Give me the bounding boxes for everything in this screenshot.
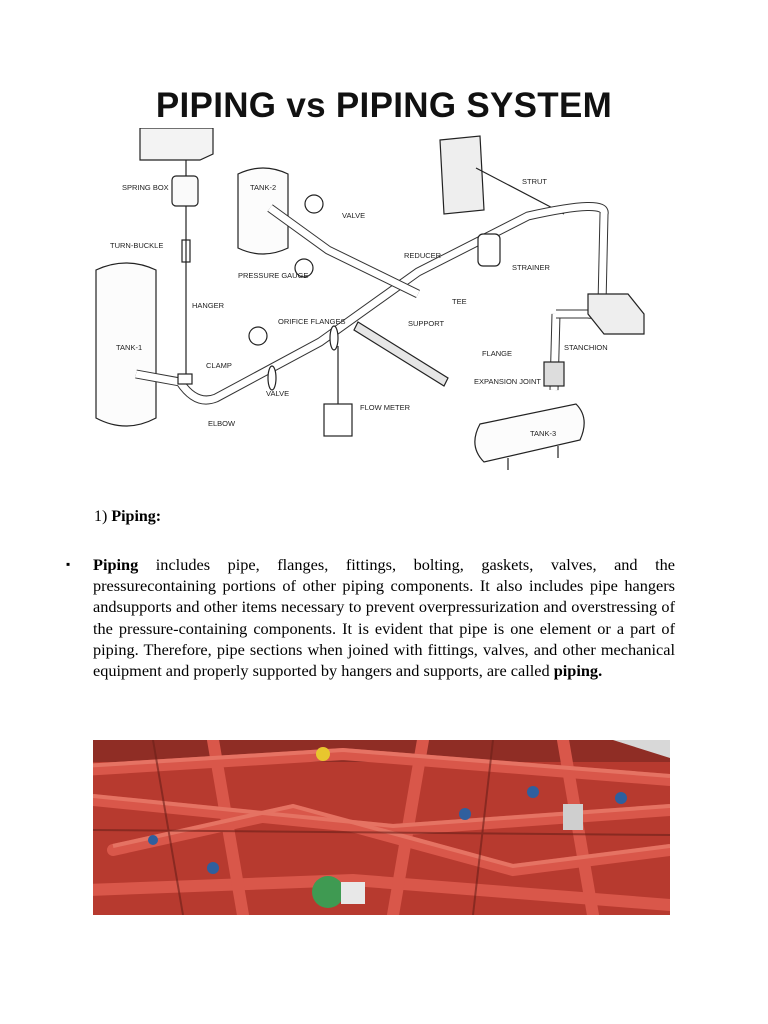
label-valve-bottom: VALVE <box>266 389 290 398</box>
clamp <box>178 374 192 384</box>
label-turn-buckle: TURN-BUCKLE <box>110 241 164 250</box>
label-tank-1: TANK-1 <box>116 343 143 352</box>
paragraph-tail: piping. <box>553 661 603 681</box>
label-tank-3: TANK-3 <box>530 429 557 438</box>
bullet-marker: ▪ <box>66 557 71 571</box>
paragraph-body: includes pipe, flanges, fittings, bolting, gaskets, valves, and the pressurecontaining portions of other piping components. It also includes pipe hangers andsupports and other items necessary to prevent overpressurization and overstressing of the pressure-containing components. It is evident that pipe is one element or a part of piping. Therefore, pipe sections when joined with fittings, valves, and other mechanical equipment and properly supported by hangers and supports, are called <box>93 555 675 681</box>
flange <box>268 366 276 390</box>
label-expansion-joint: EXPANSION JOINT <box>474 377 541 386</box>
label-valve-top: VALVE <box>342 211 366 220</box>
section-heading <box>94 508 161 526</box>
label-strut: STRUT <box>522 177 547 186</box>
stanchion <box>588 294 644 334</box>
piping-photo <box>93 740 670 915</box>
label-strainer: STRAINER <box>512 263 550 272</box>
label-hanger: HANGER <box>192 301 225 310</box>
label-pressure-gauge: PRESSURE GAUGE <box>238 271 309 280</box>
page-title: PIPING vs PIPING SYSTEM <box>155 86 613 125</box>
label-flange: FLANGE <box>482 349 513 358</box>
label-tee: TEE <box>452 297 467 306</box>
label-clamp: CLAMP <box>206 361 232 370</box>
orifice-flange <box>330 326 338 350</box>
label-orifice-flanges: ORIFICE FLANGES <box>278 317 346 326</box>
paragraph-lead: Piping <box>93 555 139 574</box>
strut-column <box>440 136 484 214</box>
label-tank-2: TANK-2 <box>250 183 277 192</box>
valve-handwheel-top <box>305 195 323 213</box>
spring-box <box>172 176 198 206</box>
piping-system-diagram <box>88 128 680 480</box>
support-beam <box>354 322 448 386</box>
label-elbow: ELBOW <box>208 419 236 428</box>
flow-meter <box>324 404 352 436</box>
label-flow-meter: FLOW METER <box>360 403 410 412</box>
ceiling-beam <box>140 128 213 160</box>
section-number: 1) <box>94 508 108 525</box>
label-spring-box: SPRING BOX <box>122 183 169 192</box>
valve-handwheel-bottom <box>249 327 267 345</box>
label-support: SUPPORT <box>408 319 445 328</box>
strainer <box>478 234 500 266</box>
label-stanchion: STANCHION <box>564 343 608 352</box>
section-title: Piping: <box>111 508 162 525</box>
expansion-joint <box>544 362 564 386</box>
definition-paragraph <box>93 554 675 681</box>
label-reducer: REDUCER <box>404 251 442 260</box>
